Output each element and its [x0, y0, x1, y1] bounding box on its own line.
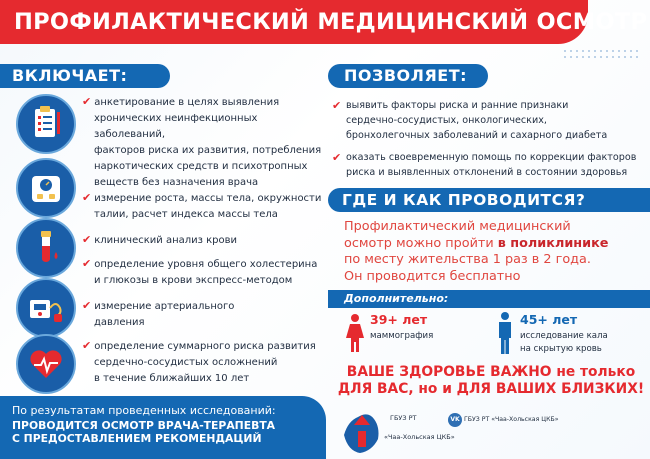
org-name-2: «Чаа-Хольская ЦКБ»	[384, 433, 455, 441]
includes-heading: ВКЛЮЧАЕТ:	[0, 64, 170, 88]
extra-heading-bar: Дополнительно:	[328, 290, 650, 308]
list-item: ✔ измерение роста, массы тела, окружности талии, расчет индекса массы тела	[82, 191, 322, 220]
allows-heading: ПОЗВОЛЯЕТ:	[328, 64, 488, 88]
vk-icon[interactable]: VK	[448, 413, 462, 427]
vk-label[interactable]: ГБУЗ РТ «Чаа-Хольская ЦКБ»	[464, 416, 559, 423]
checkmark-icon: ✔	[332, 151, 342, 164]
blood-tube-icon	[16, 218, 76, 278]
decorative-dots	[562, 48, 642, 58]
scale-icon	[16, 158, 76, 218]
female-icon	[346, 314, 364, 356]
checkmark-icon: ✔	[82, 257, 92, 270]
blood-pressure-monitor-icon	[16, 278, 76, 338]
list-item: ✔ определение уровня общего холестерина и глюкозы в крови экспресс-методом	[82, 257, 318, 286]
checkmark-icon: ✔	[82, 95, 92, 108]
checkmark-icon: ✔	[82, 191, 92, 204]
list-item: ✔ клинический анализ крови	[82, 233, 238, 246]
stat-colon-test: 45+ лет исследование кала на скрытую кровь	[520, 312, 608, 354]
footer-banner: По результатам проведенных исследований: ПРОВОДИТСЯ ОСМОТР ВРАЧА-ТЕРАПЕВТА С ПРЕДОСТАВЛЕНИЕМ РЕКОМЕНДАЦИЙ	[0, 396, 326, 459]
slogan: ВАШЕ ЗДОРОВЬЕ ВАЖНО не только ДЛЯ ВАС, но и ДЛЯ ВАШИХ БЛИЗКИХ!	[337, 364, 645, 397]
list-item: ✔ измерение артериального давления	[82, 299, 235, 328]
checkmark-icon: ✔	[332, 99, 342, 112]
where-heading: ГДЕ И КАК ПРОВОДИТСЯ?	[328, 188, 650, 212]
heart-pulse-icon	[16, 334, 76, 394]
page-title: ПРОФИЛАКТИЧЕСКИЙ МЕДИЦИНСКИЙ ОСМОТР	[14, 9, 648, 35]
list-item: ✔ выявить факторы риска и ранние признаки сердечно-сосудистых, онкологических, бронхолегочных заболеваний и сахарного диабета	[332, 99, 608, 141]
list-item: ✔ оказать своевременную помощь по коррекции факторов риска и выявленных отклонений в состоянии здоровья	[332, 151, 637, 178]
where-description: Профилактический медицинский осмотр можно пройти в поликлинике по месту жительства 1 раз в 2 года. Он проводится бесплатно	[344, 219, 609, 284]
checkmark-icon: ✔	[82, 339, 92, 352]
clipboard-icon	[16, 94, 76, 154]
list-item: ✔ определение суммарного риска развития сердечно-сосудистых осложнений в течение ближайших 10 лет	[82, 339, 316, 384]
male-icon	[496, 312, 514, 358]
checkmark-icon: ✔	[82, 233, 92, 246]
header-banner	[0, 0, 648, 44]
hospital-logo	[340, 405, 384, 459]
list-item: ✔ анкетирование в целях выявления хронических неинфекционных заболеваний, факторов риска их развития, потребления наркотических средств и психотропных веществ без назначения врача	[82, 95, 322, 188]
org-name-1: ГБУЗ РТ	[390, 414, 417, 422]
checkmark-icon: ✔	[82, 299, 92, 312]
stat-mammography: 39+ лет маммография	[370, 312, 434, 341]
